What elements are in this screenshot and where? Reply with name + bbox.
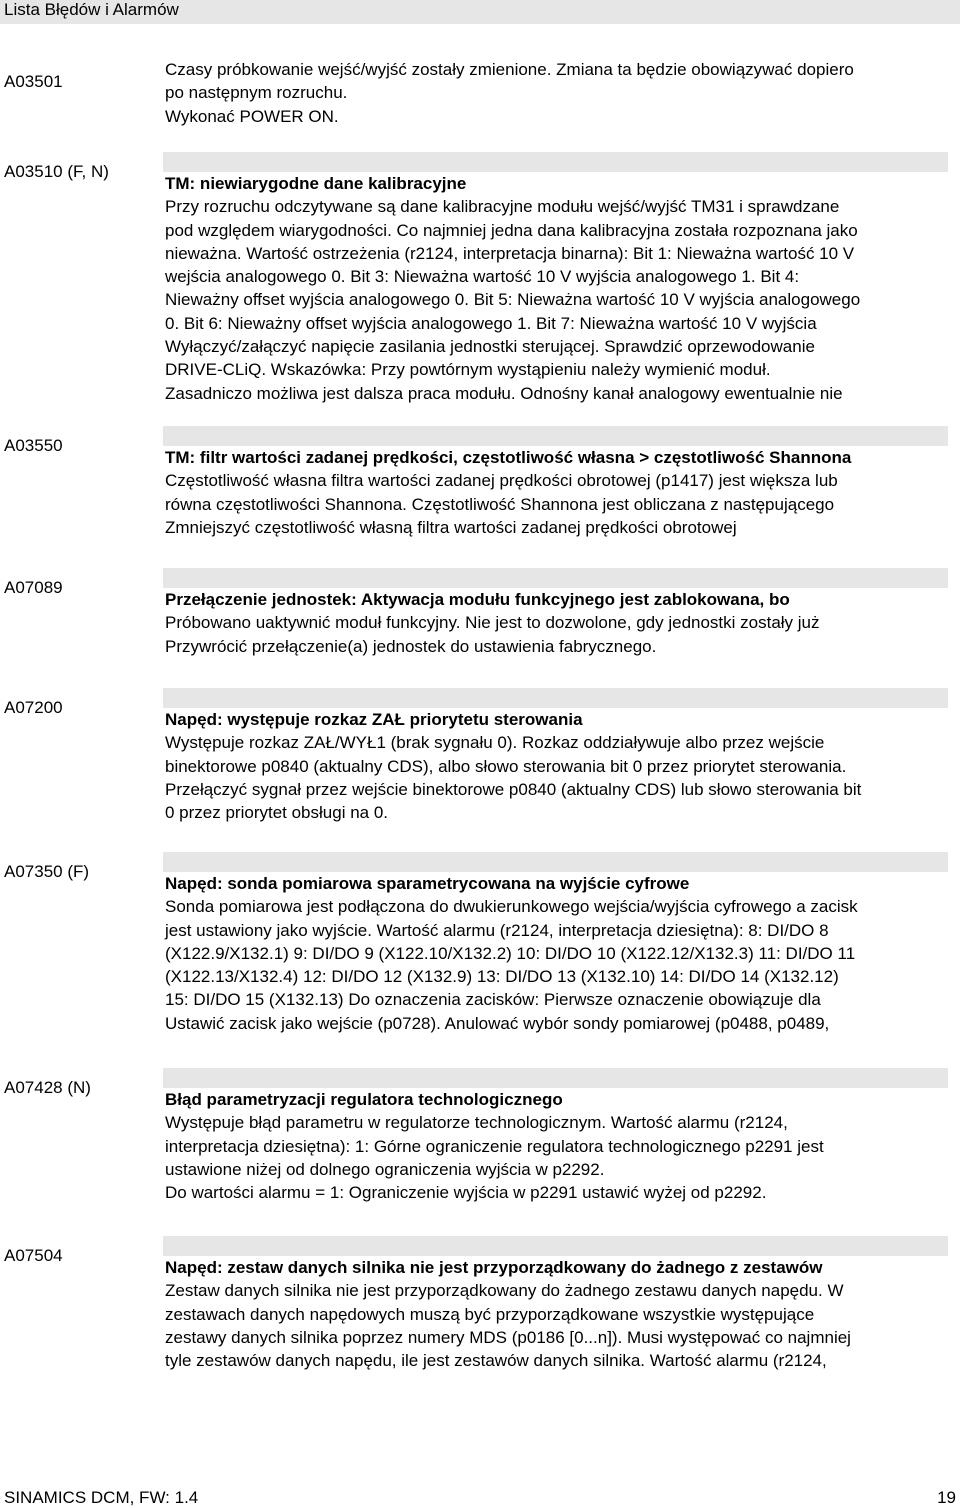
description-line: nieważna. Wartość ostrzeżenia (r2124, interpretacja binarna): Bit 1: Nieważna wartość 10 V	[165, 243, 855, 263]
footer-divider	[0, 1485, 960, 1486]
alarm-title: Napęd: zestaw danych silnika nie jest przyporządkowany do żadnego z zestawów	[165, 1258, 823, 1277]
alarm-header-bar	[163, 426, 948, 446]
alarm-title: Błąd parametryzacji regulatora technologicznego	[165, 1090, 563, 1109]
description-line: jest ustawiony jako wyjście. Wartość alarmu (r2124, interpretacja dziesiętna): 8: DI/DO 8	[165, 920, 829, 940]
description-line: Występuje rozkaz ZAŁ/WYŁ1 (brak sygnału 0). Rozkaz oddziaływuje albo przez wejście	[165, 733, 825, 753]
description-line: równa częstotliwości Shannona. Częstotliwość Shannona jest obliczana z następującego	[165, 494, 835, 514]
description-line: Do wartości alarmu = 1: Ograniczenie wyjścia w p2291 ustawić wyżej od p2292.	[165, 1183, 767, 1203]
alarm-title: Przełączenie jednostek: Aktywacja modułu funkcyjnego jest zablokowana, bo	[165, 590, 790, 609]
alarm-code: A07504	[4, 1246, 63, 1265]
description-line: po następnym rozruchu.	[165, 83, 348, 103]
description-line: Występuje błąd parametru w regulatorze technologicznym. Wartość alarmu (r2124,	[165, 1113, 788, 1133]
description-line: Ustawić zacisk jako wejście (p0728). Anulować wybór sondy pomiarowej (p0488, p0489,	[165, 1013, 830, 1033]
description-line: (X122.9/X132.1) 9: DI/DO 9 (X122.10/X132.2) 10: DI/DO 10 (X122.12/X132.3) 11: DI/DO 11	[165, 943, 856, 963]
alarm-description	[165, 708, 950, 824]
alarm-title: TM: niewiarygodne dane kalibracyjne	[165, 174, 467, 193]
footer-product: SINAMICS DCM, FW: 1.4	[4, 1488, 199, 1507]
alarm-header-bar	[163, 568, 948, 588]
description-line: interpretacja dziesiętna): 1: Górne ograniczenie regulatora technologicznego p2291 jest	[165, 1136, 824, 1156]
description-line: Nieważny offset wyjścia analogowego 0. Bit 5: Nieważna wartość 10 V wyjścia analogowego	[165, 290, 861, 310]
description-line: Wyłączyć/załączyć napięcie zasilania jednostki sterującej. Sprawdzić oprzewodowanie	[165, 337, 815, 357]
description-line: Przy rozruchu odczytywane są dane kalibracyjne modułu wejść/wyjść TM31 i sprawdzane	[165, 197, 840, 217]
description-line: Sonda pomiarowa jest podłączona do dwukierunkowego wejścia/wyjścia cyfrowego a zacisk	[165, 897, 858, 917]
description-line: binektorowe p0840 (aktualny CDS), albo słowo sterowania bit 0 przez priorytet sterowania.	[165, 756, 847, 776]
alarm-code: A03510 (F, N)	[4, 162, 109, 181]
alarm-code: A03501	[4, 72, 63, 91]
description-line: 0 przez priorytet obsługi na 0.	[165, 803, 389, 823]
alarm-title: Napęd: występuje rozkaz ZAŁ priorytetu sterowania	[165, 710, 583, 729]
description-line: Próbowano uaktywnić moduł funkcyjny. Nie jest to dozwolone, gdy jednostki zostały już	[165, 613, 820, 633]
description-line: Przywrócić przełączenie(a) jednostek do ustawienia fabrycznego.	[165, 636, 657, 656]
alarm-code: A03550	[4, 436, 63, 455]
alarm-code: A07089	[4, 578, 63, 597]
alarm-header-bar	[163, 1068, 948, 1088]
alarm-title: TM: filtr wartości zadanej prędkości, częstotliwość własna > częstotliwość Shannona	[165, 448, 852, 467]
description-line: Czasy próbkowanie wejść/wyjść zostały zmienione. Zmiana ta będzie obowiązywać dopiero	[165, 60, 854, 79]
alarm-header-bar	[163, 688, 948, 708]
description-line: wejścia analogowego 0. Bit 3: Nieważna wartość 10 V wyjścia analogowego 1. Bit 4:	[165, 267, 800, 287]
description-line: pod względem wiarygodności. Co najmniej jedna dana kalibracyjna została rozpoznana jako	[165, 220, 858, 240]
page-header	[0, 0, 960, 24]
alarm-description	[165, 1088, 950, 1204]
alarm-description	[165, 446, 950, 539]
page-title: Lista Błędów i Alarmów	[4, 0, 179, 19]
alarm-description	[165, 58, 950, 128]
description-line: zestawach danych napędowych muszą być przyporządkowane wszystkie występujące	[165, 1304, 815, 1324]
page-number: 19	[937, 1488, 956, 1507]
description-line: DRIVE-CLiQ. Wskazówka: Przy powtórnym wystąpieniu należy wymienić moduł.	[165, 360, 771, 380]
description-line: Zmniejszyć częstotliwość własną filtra wartości zadanej prędkości obrotowej	[165, 517, 737, 537]
description-line: (X122.13/X132.4) 12: DI/DO 12 (X132.9) 13: DI/DO 13 (X132.10) 14: DI/DO 14 (X132.12)	[165, 967, 839, 987]
description-line: zestawy danych silnika poprzez numery MDS (p0186 [0...n]). Musi występować co najmniej	[165, 1327, 851, 1347]
alarm-description	[165, 1256, 950, 1372]
description-line: Zestaw danych silnika nie jest przyporządkowany do żadnego zestawu danych napędu. W	[165, 1281, 844, 1301]
alarm-code: A07428 (N)	[4, 1078, 91, 1097]
alarm-description	[165, 588, 950, 658]
description-line: tyle zestawów danych napędu, ile jest zestawów danych silnika. Wartość alarmu (r2124,	[165, 1351, 827, 1371]
alarm-header-bar	[163, 152, 948, 172]
description-line: 0. Bit 6: Nieważny offset wyjścia analogowego 1. Bit 7: Nieważna wartość 10 V wyjścia	[165, 313, 817, 333]
alarm-code: A07200	[4, 698, 63, 717]
alarm-header-bar	[163, 1236, 948, 1256]
description-line: Zasadniczo możliwa jest dalsza praca modułu. Odnośny kanał analogowy ewentualnie nie	[165, 383, 843, 403]
description-line: Częstotliwość własna filtra wartości zadanej prędkości obrotowej (p1417) jest większa lub	[165, 471, 838, 491]
description-line: Przełączyć sygnał przez wejście binektorowe p0840 (aktualny CDS) lub słowo sterowania bit	[165, 779, 862, 799]
description-line: 15: DI/DO 15 (X132.13) Do oznaczenia zacisków: Pierwsze oznaczenie obowiązuje dla	[165, 990, 821, 1010]
description-line: ustawione niżej od dolnego ograniczenia wyjścia w p2292.	[165, 1159, 605, 1179]
alarm-title: Napęd: sonda pomiarowa sparametrycowana na wyjście cyfrowe	[165, 874, 690, 893]
alarm-description	[165, 872, 950, 1035]
alarm-description	[165, 172, 950, 405]
alarm-code: A07350 (F)	[4, 862, 90, 881]
alarm-header-bar	[163, 852, 948, 872]
description-line: Wykonać POWER ON.	[165, 106, 339, 126]
